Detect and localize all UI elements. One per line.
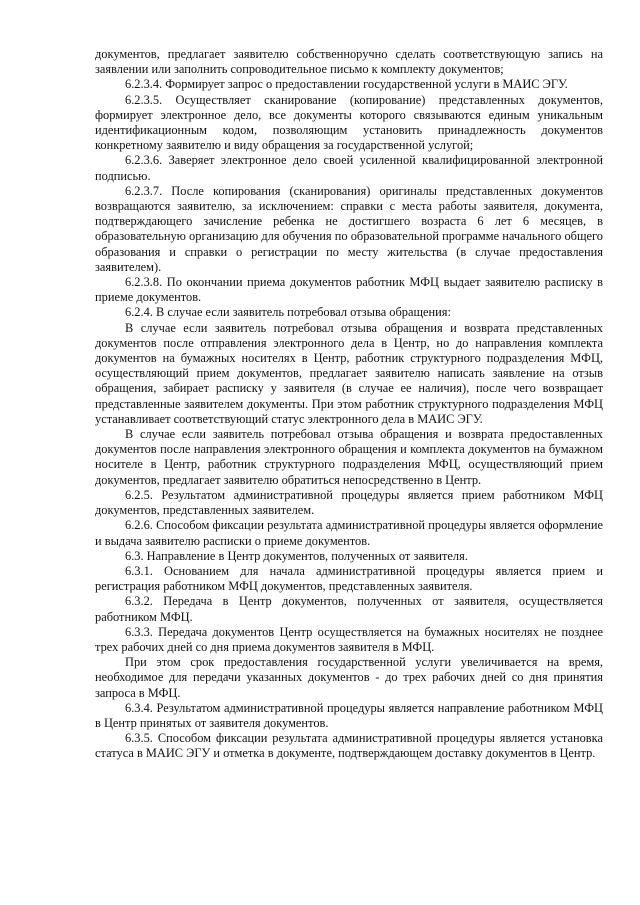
paragraph-6-3-1: 6.3.1. Основанием для начала административной процедуры является прием и регистрация работником МФЦ документов, представленных заявителя. bbox=[95, 563, 603, 594]
paragraph-6-2-4-case-2: В случае если заявитель потребовал отзыва обращения и возврата предоставленных документов после направления электронного обращения и комплекта документов на бумажном носителе в Центр, работник структурного подразделения МФЦ, осуществляющий прием документов, предлагает заявителю обратиться непосредственно в Центр. bbox=[95, 427, 603, 487]
paragraph-6-3-3: 6.3.3. Передача документов Центр осуществляется на бумажных носителях не позднее трех рабочих дней со дня приема документов заявителя в МФЦ. bbox=[95, 624, 603, 654]
paragraph-6-2-6: 6.2.6. Способом фиксации результата административной процедуры является оформление и выдача заявителю расписки о приеме документов. bbox=[95, 518, 603, 548]
paragraph-6-2-3-7: 6.2.3.7. После копирования (сканирования) оригиналы представленных документов возвращаются заявителю, за исключением: справки с места работы заявителя, документа, подтверждающего зачисление ребенка не достигшего возраста 6 лет 6 месяцев, в образовательную организацию для обучения по образовательной программе начального общего образования и справки о регистрации по месту жительства (в случае предоставления заявителем). bbox=[95, 183, 603, 274]
paragraph-6-3-5: 6.3.5. Способом фиксации результата административной процедуры является установка статуса в МАИС ЭГУ и отметка в документе, подтверждающем доставку документов в Центр. bbox=[95, 731, 603, 761]
paragraph-6-3-4: 6.3.4. Результатом административной процедуры является направление работником МФЦ в Центр принятых от заявителя документов. bbox=[95, 700, 603, 730]
paragraph-6-2-3-6: 6.2.3.6. Заверяет электронное дело своей усиленной квалифицированной электронной подписью. bbox=[95, 153, 603, 183]
paragraph-6-2-3-5: 6.2.3.5. Осуществляет сканирование (копирование) представленных документов, формирует электронное дело, все документы которого связываются единым уникальным идентификационным кодом, позволяющим установить принадлежность документов конкретному заявителю и виду обращения за государственной услугой; bbox=[95, 92, 603, 153]
paragraph-6-2-4-case-1: В случае если заявитель потребовал отзыва обращения и возврата представленных документов после отправления электронного дела в Центр, но до направления комплекта документов на бумажных носителях в Центр, работник структурного подразделения МФЦ, осуществляющий прием документов, предлагает заявителю написать заявление на отзыв обращения, забирает расписку у заявителя (в случае ее наличия), после чего возвращает представленные заявителем документы. При этом работник структурного подразделения МФЦ устанавливает соответствующий статус электронного дела в МАИС ЭГУ. bbox=[95, 320, 603, 426]
paragraph-6-2-4: 6.2.4. В случае если заявитель потребовал отзыва обращения: bbox=[125, 305, 451, 320]
paragraph-6-2-3-8: 6.2.3.8. По окончании приема документов работник МФЦ выдает заявителю расписку в приеме документов. bbox=[95, 275, 603, 305]
paragraph-continuation: документов, предлагает заявителю собственноручно сделать соответствующую запись на заявлении или заполнить сопроводительное письмо к комплекту документов; bbox=[95, 47, 603, 77]
paragraph-6-3-2: 6.3.2. Передача в Центр документов, полученных от заявителя, осуществляется работником МФЦ. bbox=[95, 594, 603, 624]
paragraph-6-3: 6.3. Направление в Центр документов, полученных от заявителя. bbox=[125, 548, 468, 563]
paragraph-6-2-5: 6.2.5. Результатом административной процедуры является прием работником МФЦ документов, представленных заявителем. bbox=[95, 487, 603, 518]
paragraph-6-3-3-note: При этом срок предоставления государственной услуги увеличивается на время, необходимое для передачи указанных документов - до трех рабочих дней со дня принятия запроса в МФЦ. bbox=[95, 655, 603, 700]
paragraph-6-2-3-4: 6.2.3.4. Формирует запрос о предоставлении государственной услуги в МАИС ЭГУ. bbox=[125, 77, 568, 92]
document-page bbox=[95, 47, 603, 762]
